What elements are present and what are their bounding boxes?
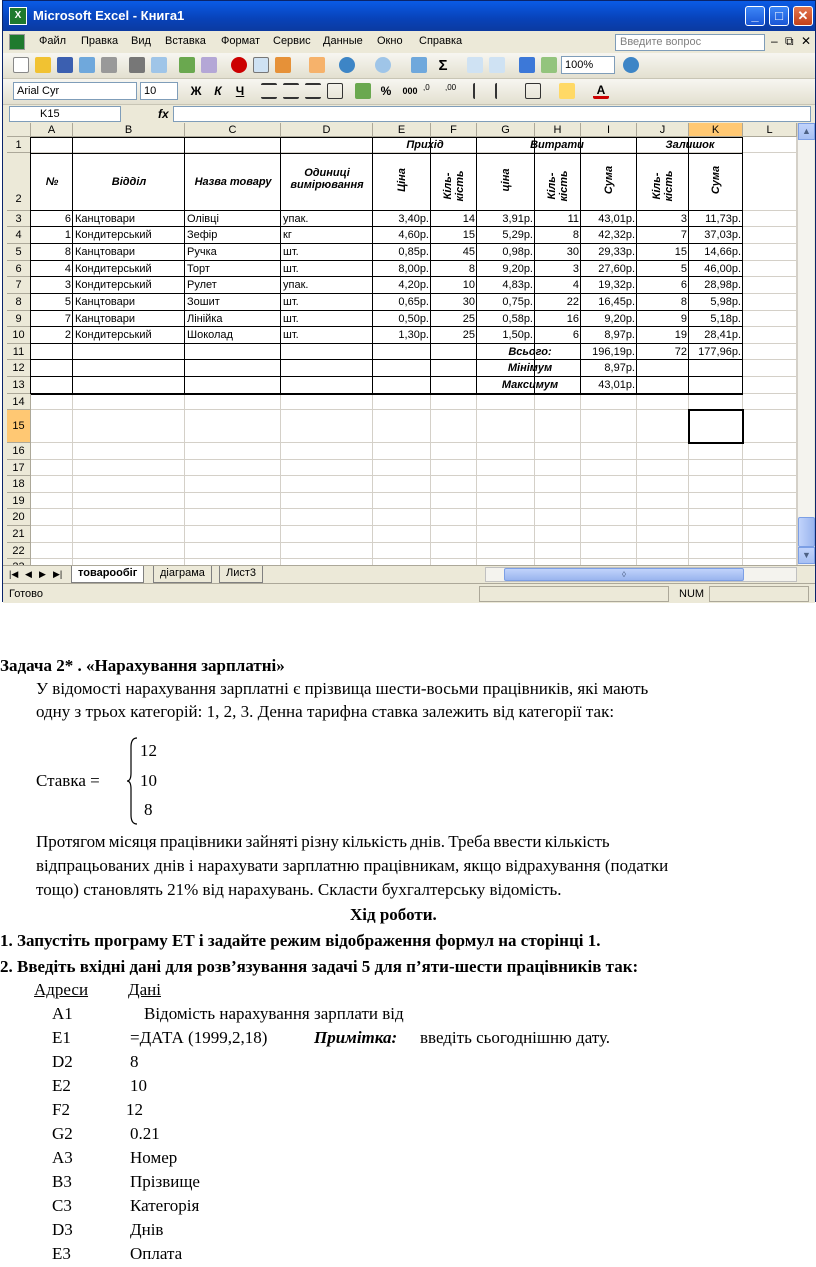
hyperlink-icon[interactable]	[411, 57, 427, 73]
entry-address: A1	[52, 1004, 73, 1023]
entry-address: E3	[52, 1244, 71, 1263]
increase-decimal-icon[interactable]: ,0	[423, 83, 430, 92]
table-cell[interactable]: 2	[64, 329, 71, 341]
hscroll-thumb[interactable]: ◊	[504, 568, 744, 581]
align-left-icon[interactable]	[261, 83, 277, 99]
entry-address: E1	[52, 1028, 71, 1047]
table-cell[interactable]: 42,32р.	[598, 229, 635, 241]
header-number: №	[45, 176, 59, 188]
gridline	[31, 542, 797, 543]
status-bar	[3, 583, 815, 603]
paragraph-2-line-3: тощо) становлять 21% від нарахувань. Скласти бухгалтерську відомість.	[36, 880, 562, 899]
table-cell[interactable]: 16	[566, 313, 579, 325]
table-cell[interactable]: Кондитерський	[75, 329, 152, 341]
row-header[interactable]: 12	[7, 360, 31, 377]
table-cell[interactable]: 1,50р.	[502, 329, 533, 341]
table-cell[interactable]: шт.	[283, 296, 299, 308]
rate-label: Ставка =	[36, 771, 100, 790]
table-cell[interactable]: Кондитерський	[75, 229, 152, 241]
table-cell[interactable]: шт.	[283, 246, 299, 258]
menu-insert[interactable]: Вставка	[165, 35, 206, 47]
table-cell[interactable]: 19	[674, 329, 687, 341]
sort-ascending-icon[interactable]	[467, 57, 483, 73]
header-department: Відділ	[111, 176, 147, 188]
table-cell[interactable]: 9,20р.	[604, 313, 635, 325]
formula-input[interactable]	[173, 106, 811, 122]
entry-value: 10	[130, 1076, 147, 1095]
entry-value: 12	[126, 1100, 143, 1119]
table-cell[interactable]: Торт	[187, 263, 210, 275]
header-income: Прихід	[406, 139, 444, 151]
maximize-icon[interactable]: □	[769, 6, 789, 26]
bold-button[interactable]: Ж	[190, 84, 202, 98]
table-cell[interactable]: 7	[680, 229, 687, 241]
table-cell[interactable]: 8	[572, 229, 579, 241]
workbook-icon[interactable]	[9, 34, 25, 50]
table-cell[interactable]: 8,97р.	[604, 329, 635, 341]
comma-style-button[interactable]: 000	[402, 86, 418, 96]
table-cell[interactable]: упак.	[283, 279, 309, 291]
entry-address: F2	[52, 1100, 70, 1119]
table-cell[interactable]: 4	[64, 263, 71, 275]
row-header[interactable]: 7	[7, 277, 31, 294]
entry-address: B3	[52, 1172, 72, 1191]
scroll-thumb[interactable]	[798, 517, 815, 547]
table-cell[interactable]: кг	[283, 229, 292, 241]
table-cell[interactable]: 8	[680, 296, 687, 308]
menu-bar	[3, 31, 815, 53]
table-cell[interactable]: 0,75р.	[502, 296, 533, 308]
table-cell[interactable]: 3	[64, 279, 71, 291]
save-icon[interactable]	[57, 57, 73, 73]
paragraph-1-line-2: одну з трьох категорій: 1, 2, 3. Денна тарифна ставка залежить від категорії так:	[36, 702, 615, 721]
chart-wizard-icon[interactable]	[519, 57, 535, 73]
total-qty[interactable]: 72	[674, 346, 687, 358]
menu-file[interactable]: Файл	[39, 35, 67, 47]
entry-address: E2	[52, 1076, 71, 1095]
entry-value: 8	[130, 1052, 139, 1071]
column-header[interactable]: B	[73, 123, 185, 137]
zoom-select[interactable]: 100%	[561, 56, 615, 74]
header-vertical: Сума	[710, 165, 722, 195]
formatting-toolbar	[3, 79, 815, 105]
fill-color-icon[interactable]	[559, 83, 575, 99]
header-unit: Одиниці вимірювання	[290, 167, 364, 191]
table-cell[interactable]: 5	[680, 263, 687, 275]
table-cell[interactable]: Олівці	[187, 213, 219, 225]
table-cell[interactable]: 3	[680, 213, 687, 225]
table-cell[interactable]: 22	[566, 296, 579, 308]
table-cell[interactable]: 6	[572, 329, 579, 341]
font-color-icon[interactable]: A	[593, 83, 609, 99]
table-cell[interactable]: Ручка	[187, 246, 217, 258]
table-cell[interactable]: 46,00р.	[704, 263, 741, 275]
table-cell[interactable]: Канцтовари	[75, 313, 136, 325]
help-icon[interactable]	[623, 57, 639, 73]
table-cell[interactable]: 8	[64, 246, 71, 258]
entry-value: Відомість нарахування зарплати від	[144, 1004, 404, 1023]
table-cell[interactable]: 5,98р.	[710, 296, 741, 308]
table-cell[interactable]: 11,73р.	[705, 213, 741, 225]
gridline	[31, 508, 797, 509]
table-cell[interactable]: 5,29р.	[502, 229, 533, 241]
row-header[interactable]: 19	[7, 493, 31, 509]
font-size-select[interactable]: 10	[140, 82, 178, 100]
table-cell[interactable]: 0,58р.	[502, 313, 533, 325]
table-cell[interactable]: 11	[567, 213, 579, 225]
brace-symbol	[126, 737, 138, 825]
table-cell[interactable]: 30	[462, 296, 475, 308]
table-cell[interactable]: 3	[572, 263, 579, 275]
table-cell[interactable]: Зошит	[187, 296, 220, 308]
header-balance: Залишок	[665, 139, 715, 151]
max-label[interactable]: Максимум	[501, 379, 559, 391]
table-cell[interactable]: 4,20р.	[398, 279, 429, 291]
menu-format[interactable]: Формат	[221, 35, 261, 47]
step-1: 1. Запустіть програму ЕТ і задайте режим відображення формул на сторінці 1.	[0, 931, 601, 950]
row-header[interactable]: 5	[7, 244, 31, 261]
table-cell[interactable]: шт.	[283, 329, 299, 341]
rate-value-2: 10	[140, 771, 157, 790]
table-cell[interactable]: 43,01р.	[598, 213, 635, 225]
table-cell[interactable]: Канцтовари	[75, 296, 136, 308]
column-header[interactable]: I	[581, 123, 637, 137]
table-cell[interactable]: Лінійка	[187, 313, 223, 325]
data-header: Дані	[128, 980, 161, 999]
table-cell[interactable]: 10	[462, 279, 475, 291]
table-cell[interactable]: Шоколад	[187, 329, 233, 341]
row-header[interactable]: 3	[7, 211, 31, 227]
gridline	[31, 475, 797, 476]
status-pane-right	[709, 586, 809, 602]
align-right-icon[interactable]	[305, 83, 321, 99]
gridline	[31, 492, 797, 493]
row-header[interactable]: 17	[7, 460, 31, 476]
borders-icon[interactable]	[525, 83, 541, 99]
gridline	[31, 525, 797, 526]
menu-view[interactable]: Вид	[131, 35, 151, 47]
last-sheet-icon[interactable]: ▶|	[53, 569, 63, 579]
table-cell[interactable]: 15	[462, 229, 475, 241]
research-icon[interactable]	[201, 57, 217, 73]
table-cell[interactable]: 1	[64, 229, 71, 241]
table-cell[interactable]: 0,98р.	[502, 246, 533, 258]
increase-indent-icon[interactable]	[495, 83, 511, 99]
gridline	[31, 459, 797, 460]
rate-value-3: 8	[144, 800, 153, 819]
entry-address: A3	[52, 1148, 73, 1167]
format-painter-icon[interactable]	[309, 57, 325, 73]
num-lock-indicator: NUM	[679, 588, 705, 600]
table-cell[interactable]: упак.	[283, 213, 309, 225]
row-header[interactable]: 8	[7, 294, 31, 311]
excel-window	[2, 0, 816, 602]
column-header[interactable]: G	[477, 123, 535, 137]
column-header[interactable]: E	[373, 123, 431, 137]
header-vertical: Кіль-кість	[651, 170, 675, 202]
address-header: Адреси	[34, 980, 89, 999]
drawing-icon[interactable]	[541, 57, 557, 73]
column-header[interactable]: L	[743, 123, 797, 137]
table-cell[interactable]: 0,65р.	[398, 296, 429, 308]
table-cell[interactable]: 3,40р.	[398, 213, 429, 225]
menu-window[interactable]: Окно	[377, 35, 403, 47]
font-select[interactable]: Arial Cyr	[13, 82, 137, 100]
rate-value-1: 12	[140, 741, 157, 760]
tab-sheet-2[interactable]: діаграма	[153, 566, 212, 583]
menu-data[interactable]: Данные	[323, 35, 363, 47]
gridline	[31, 409, 797, 410]
minimize-icon[interactable]: _	[745, 6, 765, 26]
entry-value: =ДАТА (1999,2,18)	[130, 1028, 268, 1047]
table-cell[interactable]: 27,60р.	[598, 263, 635, 275]
column-header[interactable]: K	[689, 123, 743, 137]
table-cell[interactable]: Канцтовари	[75, 246, 136, 258]
title-bar	[3, 1, 815, 31]
new-icon[interactable]	[13, 57, 29, 73]
table-cell[interactable]: 8,00р.	[398, 263, 429, 275]
permission-icon[interactable]	[79, 57, 95, 73]
menu-edit[interactable]: Правка	[81, 35, 119, 47]
redo-icon[interactable]	[375, 57, 391, 73]
column-header[interactable]: D	[281, 123, 373, 137]
close-icon[interactable]: ✕	[793, 6, 813, 26]
table-cell[interactable]: 6	[64, 213, 71, 225]
menu-tools[interactable]: Сервис	[273, 35, 311, 47]
selected-cell[interactable]	[688, 409, 744, 444]
horizontal-scrollbar[interactable]	[485, 567, 797, 582]
row-header[interactable]: 9	[7, 311, 31, 327]
table-cell[interactable]: 25	[462, 329, 475, 341]
entry-value: Категорія	[130, 1196, 200, 1215]
currency-icon[interactable]	[355, 83, 371, 99]
column-header[interactable]: J	[637, 123, 689, 137]
table-cell[interactable]: шт.	[283, 263, 299, 275]
table-cell[interactable]: 3,91р.	[502, 213, 533, 225]
formula-bar	[3, 105, 815, 123]
prev-sheet-icon[interactable]: ◀	[25, 569, 32, 579]
status-text: Готово	[9, 588, 43, 600]
window-title: Microsoft Excel - Книга1	[33, 8, 185, 23]
excel-icon[interactable]: X	[9, 7, 27, 25]
task-title: Задача 2* . «Нарахування зарплатні»	[0, 656, 285, 675]
table-cell[interactable]: 5,18р.	[710, 313, 741, 325]
menu-help[interactable]: Справка	[419, 35, 463, 47]
tab-sheet-3[interactable]: Лист3	[219, 566, 263, 583]
max-value[interactable]: 43,01р.	[598, 379, 635, 391]
table-cell[interactable]: 16,45р.	[598, 296, 635, 308]
decrease-indent-icon[interactable]	[473, 83, 489, 99]
table-cell[interactable]: 37,03р.	[704, 229, 741, 241]
table-cell[interactable]: 25	[462, 313, 475, 325]
tab-sheet-1[interactable]: товарообіг	[71, 566, 144, 583]
header-vertical: Сума	[603, 165, 615, 195]
print-preview-icon[interactable]	[151, 57, 167, 73]
undo-icon[interactable]	[339, 57, 355, 73]
table-cell[interactable]: 6	[680, 279, 687, 291]
table-cell[interactable]: 1,30р.	[398, 329, 429, 341]
entry-address: G2	[52, 1124, 73, 1143]
note-label: Примітка:	[314, 1028, 398, 1047]
total-sum[interactable]: 196,19р.	[592, 346, 635, 358]
row-header[interactable]: 11	[7, 344, 31, 360]
row-header[interactable]: 16	[7, 443, 31, 460]
table-cell[interactable]: 29,33р.	[598, 246, 635, 258]
table-cell[interactable]: 4	[572, 279, 579, 291]
paragraph-1-line-1: У відомості нарахування зарплатні є прізвища шести-восьми працівників, які мають	[36, 679, 649, 698]
email-icon[interactable]	[101, 57, 117, 73]
table-cell[interactable]: 28,98р.	[704, 279, 741, 291]
row-header[interactable]: 14	[7, 394, 31, 410]
row-header[interactable]: 18	[7, 476, 31, 493]
merge-center-icon[interactable]	[327, 83, 343, 99]
table-cell[interactable]: Рулет	[187, 279, 217, 291]
header-vertical: Кіль-кість	[442, 170, 466, 202]
row-header[interactable]: 6	[7, 261, 31, 277]
row-header[interactable]: 15	[7, 410, 31, 443]
table-cell[interactable]: Зефір	[187, 229, 218, 241]
entry-value: Оплата	[130, 1244, 183, 1263]
column-header[interactable]: C	[185, 123, 281, 137]
row-header[interactable]: 21	[7, 526, 31, 543]
table-cell[interactable]: 0,85р.	[398, 246, 429, 258]
entry-address: D2	[52, 1052, 73, 1071]
underline-button[interactable]: Ч	[235, 84, 245, 98]
scroll-down-icon[interactable]: ▼	[798, 547, 815, 564]
paragraph-2-line-1: Протягом місяця працівники зайняті різну кількість днів. Треба ввести кількість	[36, 832, 610, 851]
column-header[interactable]: F	[431, 123, 477, 137]
scroll-up-icon[interactable]: ▲	[798, 123, 815, 140]
sheet-tabs-bar	[3, 565, 815, 583]
table-cell[interactable]: 5	[64, 296, 71, 308]
table-cell[interactable]: 9,20р.	[502, 263, 533, 275]
row-header[interactable]: 13	[7, 377, 31, 394]
header-vertical: Ціна	[396, 168, 408, 192]
table-cell[interactable]: Канцтовари	[75, 213, 136, 225]
row-header[interactable]: 1	[7, 137, 31, 153]
step-2: 2. Введіть вхідні дані для розв’язування задачі 5 для п’яти-шести працівників так:	[0, 957, 639, 976]
table-cell[interactable]: 4,60р.	[398, 229, 429, 241]
workflow-title: Хід роботи.	[350, 905, 437, 924]
print-icon[interactable]	[129, 57, 145, 73]
fx-icon[interactable]: fx	[158, 107, 169, 121]
table-cell[interactable]: 14	[462, 213, 475, 225]
total-balance[interactable]: 177,96р.	[698, 346, 741, 358]
name-box[interactable]: K15	[9, 106, 121, 122]
percent-button[interactable]: %	[380, 84, 392, 98]
table-cell[interactable]: 45	[462, 246, 475, 258]
total-label[interactable]: Всього:	[508, 346, 552, 358]
vertical-scrollbar[interactable]	[797, 123, 814, 565]
header-goods: Назва товару	[194, 176, 272, 188]
table-cell[interactable]: 7	[64, 313, 71, 325]
min-value[interactable]: 8,97р.	[604, 362, 635, 374]
table-cell[interactable]: Кондитерський	[75, 279, 152, 291]
row-header[interactable]: 4	[7, 227, 31, 244]
copy-icon[interactable]	[253, 57, 269, 73]
table-cell[interactable]: шт.	[283, 313, 299, 325]
spreadsheet-grid[interactable]	[7, 123, 797, 565]
cut-icon[interactable]	[231, 57, 247, 73]
table-cell[interactable]: 0,50р.	[398, 313, 429, 325]
entry-address: D3	[52, 1220, 73, 1239]
entry-value: 0.21	[130, 1124, 160, 1143]
table-cell[interactable]: Кондитерський	[75, 263, 152, 275]
first-sheet-icon[interactable]: |◀	[9, 569, 19, 579]
table-cell[interactable]: 14,66р.	[704, 246, 741, 258]
min-label[interactable]: Мінімум	[507, 362, 553, 374]
entry-value: Прізвище	[130, 1172, 200, 1191]
header-vertical: ціна	[500, 168, 512, 192]
decrease-decimal-icon[interactable]: ,00	[445, 83, 457, 92]
italic-button[interactable]: К	[214, 84, 222, 98]
standard-toolbar	[3, 53, 815, 79]
table-cell[interactable]: 4,83р.	[502, 279, 533, 291]
entry-value: Днів	[130, 1220, 164, 1239]
doc-close-icon[interactable]: ✕	[801, 34, 812, 48]
autosum-icon[interactable]: Σ	[438, 57, 448, 74]
entry-address: C3	[52, 1196, 72, 1215]
paragraph-2-line-2: відпрацьованих днів і нарахувати зарплатню працівникам, якщо відрахування (податки	[36, 856, 669, 875]
paste-icon[interactable]	[275, 57, 291, 73]
gridline	[31, 442, 797, 443]
table-cell[interactable]: 30	[566, 246, 579, 258]
status-pane	[479, 586, 669, 602]
sort-descending-icon[interactable]	[489, 57, 505, 73]
header-vertical: Кіль-кість	[546, 170, 570, 202]
gridline	[31, 558, 797, 559]
entry-value: Номер	[130, 1148, 178, 1167]
open-icon[interactable]	[35, 57, 51, 73]
align-center-icon[interactable]	[283, 83, 299, 99]
table-cell[interactable]: 28,41р.	[704, 329, 741, 341]
row-header[interactable]: 20	[7, 509, 31, 526]
table-cell[interactable]: 9	[680, 313, 687, 325]
column-header[interactable]: H	[535, 123, 581, 137]
next-sheet-icon[interactable]: ▶	[39, 569, 46, 579]
column-header[interactable]: A	[31, 123, 73, 137]
note-text: введіть сьогоднішню дату.	[420, 1028, 611, 1047]
doc-restore-icon[interactable]: ⧉	[785, 34, 794, 48]
select-all-corner[interactable]	[7, 123, 31, 137]
spelling-icon[interactable]	[179, 57, 195, 73]
help-search-input[interactable]: Введите вопрос	[615, 34, 765, 51]
row-header[interactable]: 2	[7, 153, 31, 211]
doc-minimize-icon[interactable]: –	[771, 34, 778, 48]
table-cell[interactable]: 19,32р.	[598, 279, 635, 291]
row-header[interactable]: 22	[7, 543, 31, 559]
table-cell[interactable]: 15	[674, 246, 687, 258]
row-header[interactable]: 10	[7, 327, 31, 344]
table-cell[interactable]: 8	[468, 263, 475, 275]
header-expense: Витрати	[530, 139, 584, 151]
